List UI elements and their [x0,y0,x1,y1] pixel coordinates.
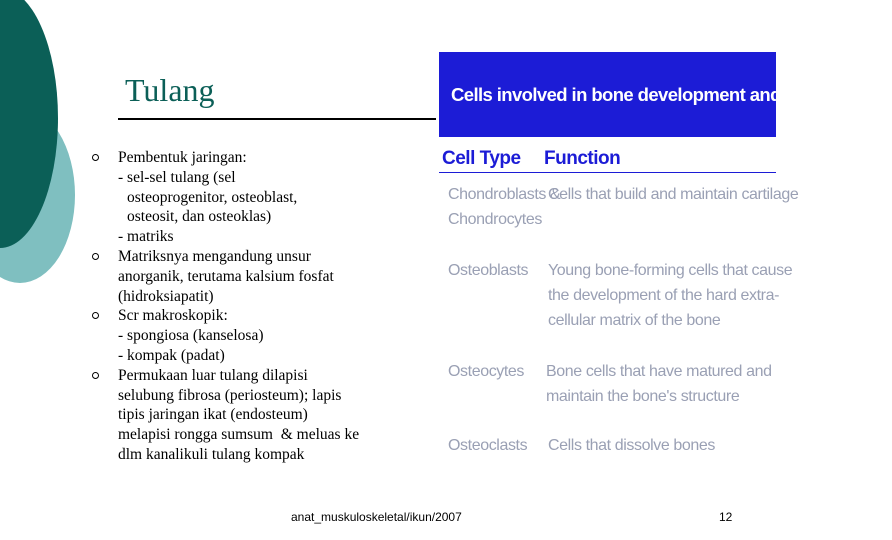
column-header-cell-type: Cell Type [442,148,521,169]
page-number: 12 [719,510,733,524]
footer-source: anat_muskuloskeletal/ikun/2007 [291,510,462,524]
bullet-circle-icon [92,154,99,161]
bullet-line: - kompak (padat) [118,346,225,364]
bullet-item [92,148,422,247]
bullet-line: anorganik, terutama kalsium fosfat [118,267,334,285]
bullet-item [92,366,422,465]
table-cell-type: Chondroblasts & Chondrocytes [448,186,561,228]
bullet-line: osteosit, dan osteoklas) [127,208,272,226]
table-title: Cells involved in bone development and maintenance [451,84,892,105]
bullet-line: Scr makroskopik: [118,307,228,325]
table-cell-type: Osteocytes [448,363,525,380]
table-cell-type: Osteoblasts [448,262,529,279]
slide-title: Tulang [125,72,215,108]
bullet-line: tipis jaringan ikat (endosteum) [118,406,308,424]
bullet-circle-icon [92,253,99,260]
table-cell-type: Osteoclasts [448,437,528,454]
bullet-line: - sel-sel tulang (sel [118,168,236,186]
bullet-line: Matriksnya mengandung unsur [118,247,311,265]
table-header-bar [439,52,892,137]
bullet-circle-icon [92,312,99,319]
bullet-list [92,148,422,465]
column-header-function: Function [544,148,621,169]
table-cell-function: Young bone-forming cells that cause the development of the hard extra- cellular matrix of the bone [548,262,793,329]
table-cell-function: Cells that dissolve bones [548,437,715,454]
bullet-line: melapisi rongga sumsum & meluas ke [118,426,360,444]
header-divider [439,172,776,173]
bullet-line: - spongiosa (kanselosa) [118,327,264,345]
bullet-item [92,247,422,306]
bullet-line: Pembentuk jaringan: [118,149,247,166]
table-cell-function: Cells that build and maintain cartilage [548,186,799,203]
bullet-item [92,306,422,365]
bullet-line: Permukaan luar tulang dilapisi [118,366,308,384]
bullet-line: selubung fibrosa (periosteum); lapis [118,386,342,404]
bullet-line: dlm kanalikuli tulang kompak [118,445,305,463]
bullet-line: (hidroksiapatit) [118,287,214,305]
table-cell-function: Bone cells that have matured and maintain the bone's structure [546,363,772,405]
bullet-circle-icon [92,372,99,379]
bone-cells-table-image [439,52,892,465]
title-underline [118,118,436,120]
bullet-line: osteoprogenitor, osteoblast, [127,188,298,206]
bullet-line: - matriks [118,228,174,246]
